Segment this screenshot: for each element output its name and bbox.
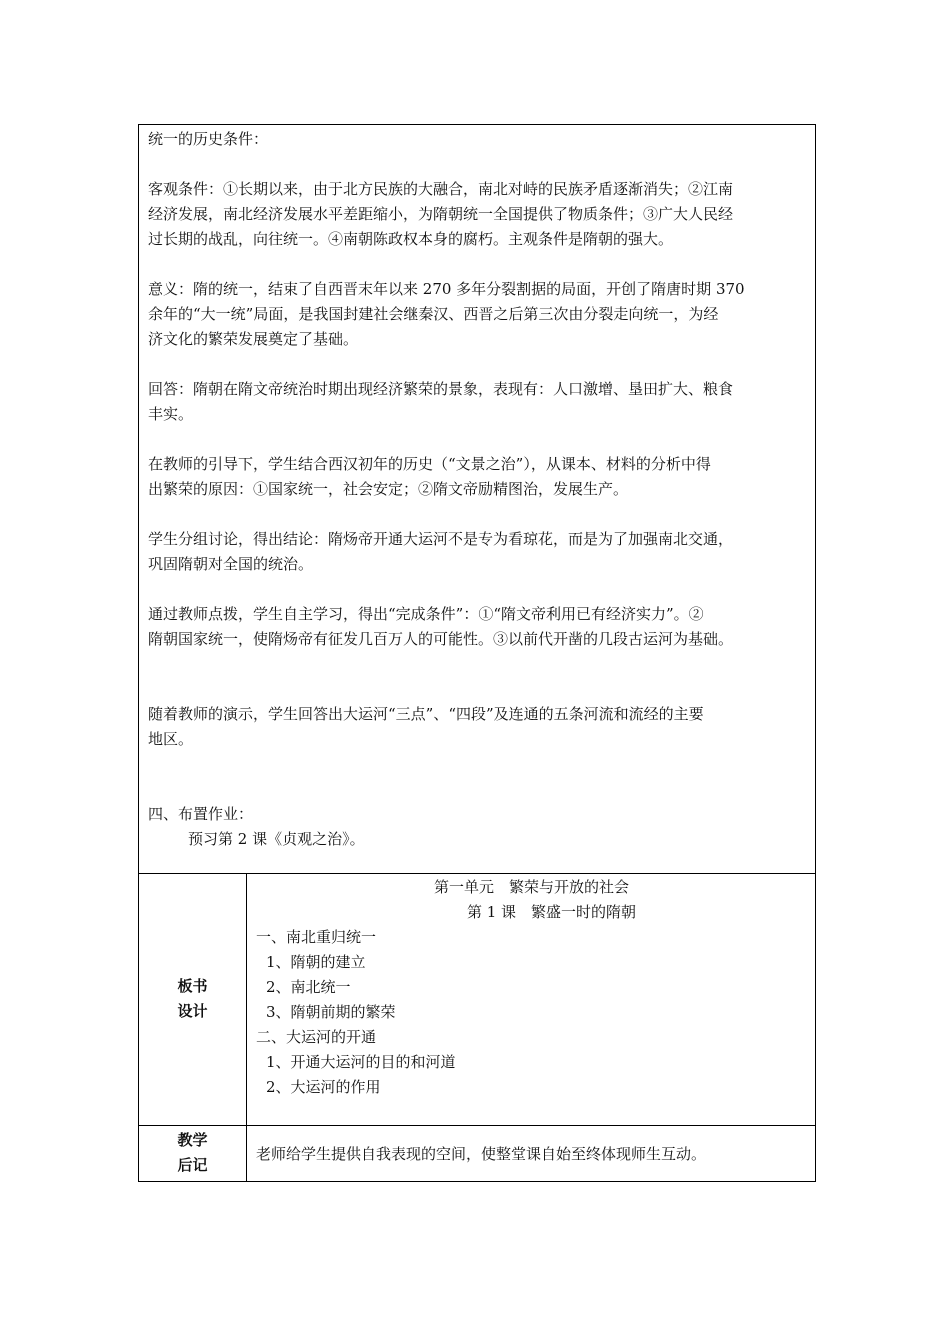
- group-discussion-line: 巩固隋朝对全国的统治。: [148, 555, 314, 573]
- guided-analysis-line: 出繁荣的原因：①国家统一，社会安定；②隋文帝励精图治，发展生产。: [148, 480, 629, 498]
- outline-item: 1、开通大运河的目的和河道: [266, 1053, 456, 1071]
- teaching-postscript-label: [139, 1125, 247, 1181]
- answer-line: 回答：隋朝在隋文帝统治时期出现经济繁荣的景象，表现有：人口激增、垦田扩大、粮食: [148, 380, 734, 398]
- answer-line: 丰实。: [148, 405, 194, 423]
- significance-line: 意义：隋的统一，结束了自西晋末年以来 270 多年分裂割据的局面，开创了隋唐时期 370: [148, 280, 745, 298]
- lesson-plan-table: [138, 124, 816, 1182]
- homework-item: 预习第 2 课《贞观之治》。: [188, 830, 365, 848]
- teaching-process-cell: [139, 125, 815, 874]
- group-discussion-line: 学生分组讨论，得出结论：隋炀帝开通大运河不是专为看琼花，而是为了加强南北交通，: [148, 530, 734, 548]
- outline-item: 3、隋朝前期的繁荣: [266, 1003, 396, 1021]
- outline-item: 2、南北统一: [266, 978, 351, 996]
- objective-conditions-line: 经济发展，南北经济发展水平差距缩小，为隋朝统一全国提供了物质条件；③广大人民经: [148, 205, 734, 223]
- teaching-postscript-row: [139, 1125, 815, 1181]
- blackboard-design-label: [139, 873, 247, 1125]
- label-line: 设计: [177, 1002, 208, 1020]
- homework-title: 四、布置作业：: [148, 805, 254, 823]
- blackboard-design-content: [256, 875, 807, 1100]
- conditions-title: 统一的历史条件：: [148, 130, 269, 148]
- blackboard-design-row: [139, 873, 815, 1126]
- label-line: 教学: [177, 1131, 208, 1149]
- label-line: 后记: [177, 1156, 208, 1174]
- significance-line: 济文化的繁荣发展奠定了基础。: [148, 330, 359, 348]
- outline-item: 一、南北重归统一: [256, 928, 377, 946]
- outline-item: 二、大运河的开通: [256, 1028, 377, 1046]
- demonstration-line: 随着教师的演示，学生回答出大运河“三点”、“四段”及连通的五条河流和流经的主要: [148, 705, 704, 723]
- teaching-process-text: [148, 127, 808, 852]
- unit-title: 第一单元 繁荣与开放的社会: [433, 878, 629, 896]
- postscript-text: 老师给学生提供自我表现的空间，使整堂课自始至终体现师生互动。: [256, 1144, 707, 1163]
- guided-analysis-line: 在教师的引导下，学生结合西汉初年的历史（“文景之治”），从课本、材料的分析中得: [148, 455, 711, 473]
- teacher-guidance-line: 通过教师点拨，学生自主学习，得出“完成条件”：①“隋文帝利用已有经济实力”。②: [148, 605, 704, 623]
- outline-item: 2、大运河的作用: [266, 1078, 381, 1096]
- objective-conditions-line: 过长期的战乱，向往统一。④南朝陈政权本身的腐朽。主观条件是隋朝的强大。: [148, 230, 674, 248]
- outline-item: 1、隋朝的建立: [266, 953, 366, 971]
- significance-line: 余年的“大一统”局面，是我国封建社会继秦汉、西晋之后第三次由分裂走向统一，为经: [148, 305, 719, 323]
- teacher-guidance-line: 隋朝国家统一，使隋炀帝有征发几百万人的可能性。③以前代开凿的几段古运河为基础。: [148, 630, 734, 648]
- objective-conditions-line: 客观条件：①长期以来，由于北方民族的大融合，南北对峙的民族矛盾逐渐消失；②江南: [148, 180, 734, 198]
- outline-list: [256, 925, 807, 1100]
- teaching-postscript-content: [256, 1125, 807, 1181]
- demonstration-line: 地区。: [148, 730, 194, 748]
- label-line: 板书: [177, 977, 208, 995]
- lesson-title: 第 1 课 繁盛一时的隋朝: [466, 903, 637, 921]
